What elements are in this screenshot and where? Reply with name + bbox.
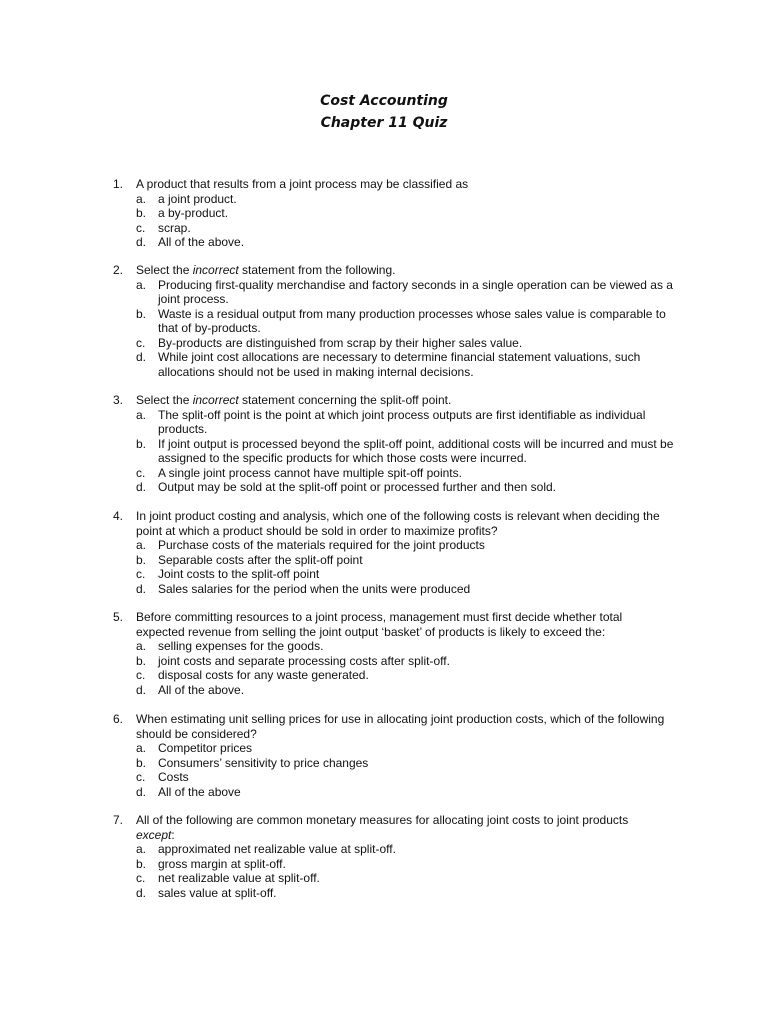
option-a	[0, 408, 678, 437]
option-a	[0, 538, 678, 553]
question-2	[0, 263, 768, 379]
option-d	[0, 683, 678, 698]
option-text: a by-product.	[158, 206, 229, 220]
question-text-emphasis: incorrect	[192, 393, 239, 407]
option-letter: b.	[136, 653, 147, 668]
option-letter: b.	[136, 856, 147, 871]
option-text: While joint cost allocations are necessary to determine financial statement valuations, such allocations should not be used in making internal decisions.	[158, 350, 641, 379]
option-letter: a.	[136, 842, 147, 856]
option-letter: d.	[136, 885, 147, 900]
question-text-part: All of the following are common monetary measures for allocating joint costs to joint products	[136, 813, 629, 827]
question-5	[0, 610, 768, 697]
option-a	[0, 192, 678, 207]
option-list	[0, 192, 768, 250]
option-b	[0, 553, 678, 568]
option-c	[0, 871, 678, 886]
question-stem	[0, 813, 668, 842]
question-stem	[0, 263, 668, 278]
option-letter: c.	[136, 220, 146, 235]
question-text: Before committing resources to a joint process, management must first decide whether total expected revenue from selling the joint output ‘basket’ of products is likely to exceed the:	[136, 610, 623, 639]
option-letter: d.	[136, 235, 147, 249]
question-stem	[0, 393, 668, 408]
option-text: A single joint process cannot have multiple spit-off points.	[158, 465, 462, 480]
question-text-part: statement concerning the split-off point.	[238, 393, 452, 407]
option-text: The split-off point is the point at which joint process outputs are first identifiable as individual products.	[158, 407, 646, 436]
option-letter: b.	[136, 755, 147, 770]
option-c	[0, 567, 678, 582]
option-d	[0, 582, 678, 597]
option-letter: d.	[136, 784, 147, 799]
question-number: 4.	[113, 509, 124, 523]
option-text: Purchase costs of the materials required for the joint products	[158, 538, 485, 552]
document-title: Cost Accounting	[320, 93, 448, 109]
question-number: 5.	[113, 610, 124, 624]
option-letter: c.	[136, 871, 146, 885]
question-stem	[0, 712, 668, 741]
option-b	[0, 654, 678, 669]
option-text: Costs	[158, 770, 189, 784]
question-7	[0, 813, 768, 900]
question-number: 1.	[113, 177, 124, 191]
option-letter: c.	[136, 668, 146, 682]
option-letter: d.	[136, 581, 147, 596]
option-letter: d.	[136, 682, 147, 697]
option-a	[0, 278, 678, 307]
option-text: By-products are distinguished from scrap by their higher sales value.	[158, 335, 523, 350]
option-letter: a.	[136, 538, 147, 552]
option-text: a joint product.	[158, 191, 237, 206]
option-d	[0, 785, 678, 800]
option-text: selling expenses for the goods.	[158, 639, 324, 653]
option-a	[0, 741, 678, 756]
option-letter: a.	[136, 639, 147, 653]
option-c	[0, 466, 678, 481]
option-letter: a.	[136, 191, 147, 206]
question-text-emphasis: incorrect	[192, 263, 239, 277]
option-text: Competitor prices	[158, 741, 253, 755]
option-b	[0, 206, 678, 221]
option-d	[0, 235, 678, 250]
option-text: All of the above.	[158, 682, 245, 697]
option-d	[0, 886, 678, 901]
question-text: A product that results from a joint process may be classified as	[136, 177, 469, 191]
option-text: Joint costs to the split-off point	[158, 567, 320, 581]
question-number: 6.	[113, 712, 124, 726]
option-text: Output may be sold at the split-off point or processed further and then sold.	[158, 480, 557, 494]
option-letter: b.	[136, 552, 147, 567]
option-text: approximated net realizable value at split-off.	[158, 842, 396, 856]
question-number: 2.	[113, 263, 124, 277]
option-list	[0, 639, 768, 697]
question-3	[0, 393, 768, 495]
question-text-part: Select the	[136, 393, 193, 407]
option-b	[0, 756, 678, 771]
option-text: joint costs and separate processing costs after split-off.	[158, 653, 450, 668]
option-text: disposal costs for any waste generated.	[158, 668, 369, 682]
option-text: If joint output is processed beyond the split-off point, additional costs will be incurred and must be assigned to the specific products for which those costs were incurred.	[158, 436, 674, 465]
option-d	[0, 480, 678, 495]
option-c	[0, 770, 678, 785]
question-1	[0, 177, 768, 250]
option-letter: c.	[136, 335, 146, 350]
option-list	[0, 408, 768, 495]
option-letter: a.	[136, 741, 147, 755]
option-b	[0, 307, 678, 336]
option-letter: d.	[136, 480, 147, 494]
option-list	[0, 278, 768, 380]
option-text: scrap.	[158, 220, 191, 235]
question-text-part: :	[171, 827, 175, 842]
option-list	[0, 842, 768, 900]
option-c	[0, 221, 678, 236]
question-text-part: statement from the following.	[238, 263, 396, 277]
option-text: net realizable value at split-off.	[158, 871, 320, 885]
option-text: sales value at split-off.	[158, 885, 277, 900]
option-text: gross margin at split-off.	[158, 856, 286, 871]
question-4	[0, 509, 768, 596]
option-letter: c.	[136, 567, 146, 581]
option-text: Sales salaries for the period when the units were produced	[158, 581, 471, 596]
option-text: All of the above	[158, 784, 241, 799]
option-letter: d.	[136, 350, 147, 364]
option-b	[0, 857, 678, 872]
option-text: Consumers’ sensitivity to price changes	[158, 755, 369, 770]
question-number: 7.	[113, 813, 124, 827]
document-subtitle: Chapter 11 Quiz	[320, 115, 448, 131]
question-text: In joint product costing and analysis, which one of the following costs is relevant when deciding the point at which a product should be sold in order to maximize profits?	[136, 509, 660, 538]
option-a	[0, 842, 678, 857]
question-text: When estimating unit selling prices for use in allocating joint production costs, which of the following should be considered?	[136, 712, 665, 741]
option-text: Waste is a residual output from many production processes whose sales value is comparable to that of by-products.	[158, 306, 666, 335]
option-letter: a.	[136, 407, 147, 422]
option-text: Producing first-quality merchandise and factory seconds in a single operation can be viewed as a joint process.	[158, 277, 673, 306]
option-letter: b.	[136, 206, 147, 220]
option-c	[0, 668, 678, 683]
option-b	[0, 437, 678, 466]
question-number: 3.	[113, 393, 124, 407]
option-list	[0, 741, 768, 799]
question-6	[0, 712, 768, 799]
question-stem	[0, 610, 668, 639]
option-text: All of the above.	[158, 235, 245, 249]
option-letter: c.	[136, 465, 146, 480]
question-text-part: Select the	[136, 263, 193, 277]
option-letter: b.	[136, 436, 147, 451]
option-letter: c.	[136, 770, 146, 784]
question-stem	[0, 509, 668, 538]
option-d	[0, 350, 678, 379]
option-letter: b.	[136, 306, 147, 321]
option-text: Separable costs after the split-off point	[158, 552, 363, 567]
question-text-emphasis: except	[136, 827, 172, 842]
option-a	[0, 639, 678, 654]
question-stem	[0, 177, 668, 192]
option-letter: a.	[136, 277, 147, 292]
option-list	[0, 538, 768, 596]
option-c	[0, 336, 678, 351]
